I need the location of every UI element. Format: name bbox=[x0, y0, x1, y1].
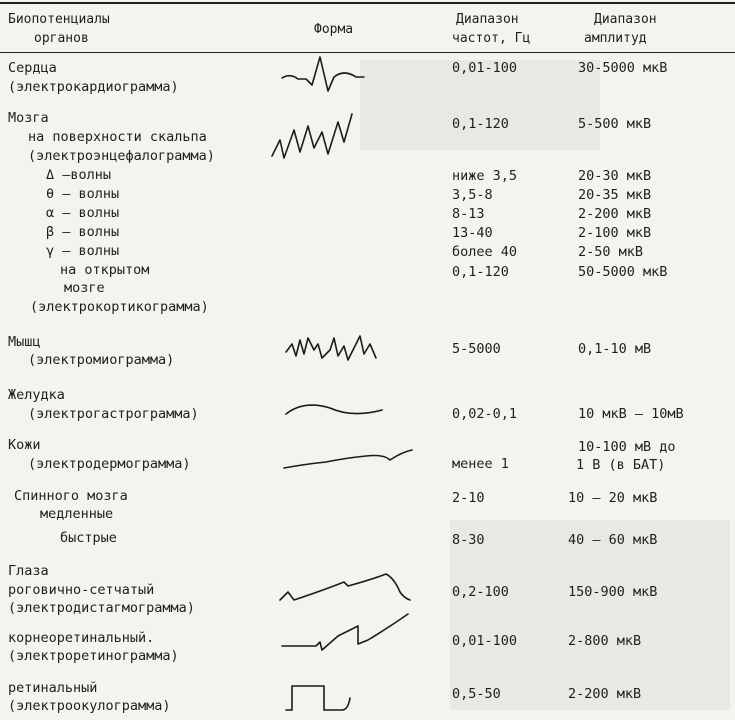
cornret-method: (электроретинограмма) bbox=[8, 648, 179, 664]
muscle-freq: 5-5000 bbox=[452, 341, 501, 357]
cornret-freq: 0,01-100 bbox=[452, 633, 518, 649]
eog-waveform bbox=[284, 680, 364, 716]
egg-waveform bbox=[282, 396, 392, 424]
header-amp-line2: амплитуд bbox=[584, 31, 647, 46]
retinal-method: (электроокулограмма) bbox=[8, 698, 171, 714]
heart-amp: 30-5000 мкВ bbox=[578, 60, 668, 76]
open-brain-freq: 0,1-120 bbox=[452, 264, 509, 280]
table-top-rule bbox=[0, 2, 735, 4]
gamma-wave-label: γ – волны bbox=[46, 243, 120, 259]
retinal-amp: 2-200 мкВ bbox=[568, 686, 642, 702]
edg-waveform bbox=[280, 448, 420, 472]
skin-freq: менее 1 bbox=[452, 456, 509, 472]
gamma-wave-amp: 2-50 мкВ bbox=[578, 244, 644, 260]
alpha-wave-freq: 8-13 bbox=[452, 206, 485, 222]
open-brain-line1: на открытом bbox=[60, 262, 150, 278]
beta-wave-amp: 2-100 мкВ bbox=[578, 225, 652, 241]
brain-name: Мозга bbox=[8, 110, 49, 126]
heart-freq: 0,01-100 bbox=[452, 60, 518, 76]
spinal-fast-label: быстрые bbox=[60, 530, 117, 546]
muscle-amp: 0,1-10 мВ bbox=[578, 341, 652, 357]
spinal-fast-freq: 8-30 bbox=[452, 532, 485, 548]
ecg-waveform bbox=[280, 55, 390, 95]
stomach-name: Желудка bbox=[8, 387, 65, 403]
spinal-fast-amp: 40 – 60 мкВ bbox=[568, 532, 658, 548]
cornret-amp: 2-800 мкВ bbox=[568, 633, 642, 649]
theta-wave-amp: 20-35 мкВ bbox=[578, 187, 652, 203]
cornret-label: корнеоретинальный. bbox=[8, 630, 155, 646]
erg-waveform bbox=[278, 610, 418, 652]
header-form: Форма bbox=[314, 22, 354, 37]
retinal-label: ретинальный bbox=[8, 680, 98, 696]
retinal-freq: 0,5-50 bbox=[452, 686, 501, 702]
open-brain-amp: 50-5000 мкВ bbox=[578, 264, 668, 280]
spinal-slow-label: медленные bbox=[40, 506, 114, 522]
delta-wave-freq: ниже 3,5 bbox=[452, 168, 518, 184]
skin-amp-line2: 1 В (в БАТ) bbox=[576, 457, 666, 473]
spinal-slow-amp: 10 – 20 мкВ bbox=[568, 490, 658, 506]
eye-name: Глаза bbox=[8, 563, 49, 579]
muscle-method: (электромиограмма) bbox=[28, 352, 175, 368]
header-freq-line1: Диапазон bbox=[456, 12, 519, 27]
corneo-label: роговично-сетчатый bbox=[8, 582, 155, 598]
eeg-waveform bbox=[268, 112, 368, 164]
theta-wave-label: θ – волны bbox=[46, 186, 120, 202]
skin-amp-line1: 10-100 мВ до bbox=[578, 439, 676, 455]
stomach-freq: 0,02-0,1 bbox=[452, 406, 518, 422]
gamma-wave-freq: более 40 bbox=[452, 244, 518, 260]
delta-wave-amp: 20-30 мкВ bbox=[578, 168, 652, 184]
header-organ-line1: Биопотенциалы bbox=[8, 12, 110, 27]
delta-wave-label: Δ –волны bbox=[46, 167, 112, 183]
heart-name: Сердца bbox=[8, 60, 57, 76]
heart-method: (электрокардиограмма) bbox=[8, 79, 179, 95]
stomach-method: (электрогастрограмма) bbox=[28, 406, 199, 422]
skin-method: (электродермограмма) bbox=[28, 456, 191, 472]
bleed-through-shadow bbox=[450, 520, 730, 710]
brain-freq: 0,1-120 bbox=[452, 116, 509, 132]
spinal-slow-freq: 2-10 bbox=[452, 490, 485, 506]
brain-method: (электроэнцефалограмма) bbox=[28, 148, 215, 164]
emg-waveform bbox=[284, 330, 384, 364]
nystagmogram-waveform bbox=[278, 570, 418, 610]
corneo-method: (электродистагмограмма) bbox=[8, 600, 195, 616]
alpha-wave-label: α – волны bbox=[46, 205, 120, 221]
spinal-name: Спинного мозга bbox=[14, 488, 128, 504]
header-bottom-rule bbox=[0, 52, 735, 53]
open-brain-line2: мозге bbox=[64, 280, 105, 296]
header-freq-line2: частот, Гц bbox=[452, 31, 531, 46]
corneo-freq: 0,2-100 bbox=[452, 584, 509, 600]
muscle-name: Мышц bbox=[8, 334, 41, 350]
open-brain-method: (электрокортикограмма) bbox=[30, 299, 209, 315]
brain-amp: 5-500 мкВ bbox=[578, 116, 652, 132]
header-organ-line2: органов bbox=[34, 31, 89, 46]
header-amp-line1: Диапазон bbox=[594, 12, 657, 27]
alpha-wave-amp: 2-200 мкВ bbox=[578, 206, 652, 222]
theta-wave-freq: 3,5-8 bbox=[452, 187, 493, 203]
beta-wave-freq: 13-40 bbox=[452, 225, 493, 241]
brain-sub: на поверхности скальпа bbox=[28, 129, 207, 145]
corneo-amp: 150-900 мкВ bbox=[568, 584, 658, 600]
beta-wave-label: β – волны bbox=[46, 224, 120, 240]
stomach-amp: 10 мкВ – 10мВ bbox=[578, 406, 684, 422]
skin-name: Кожи bbox=[8, 437, 41, 453]
